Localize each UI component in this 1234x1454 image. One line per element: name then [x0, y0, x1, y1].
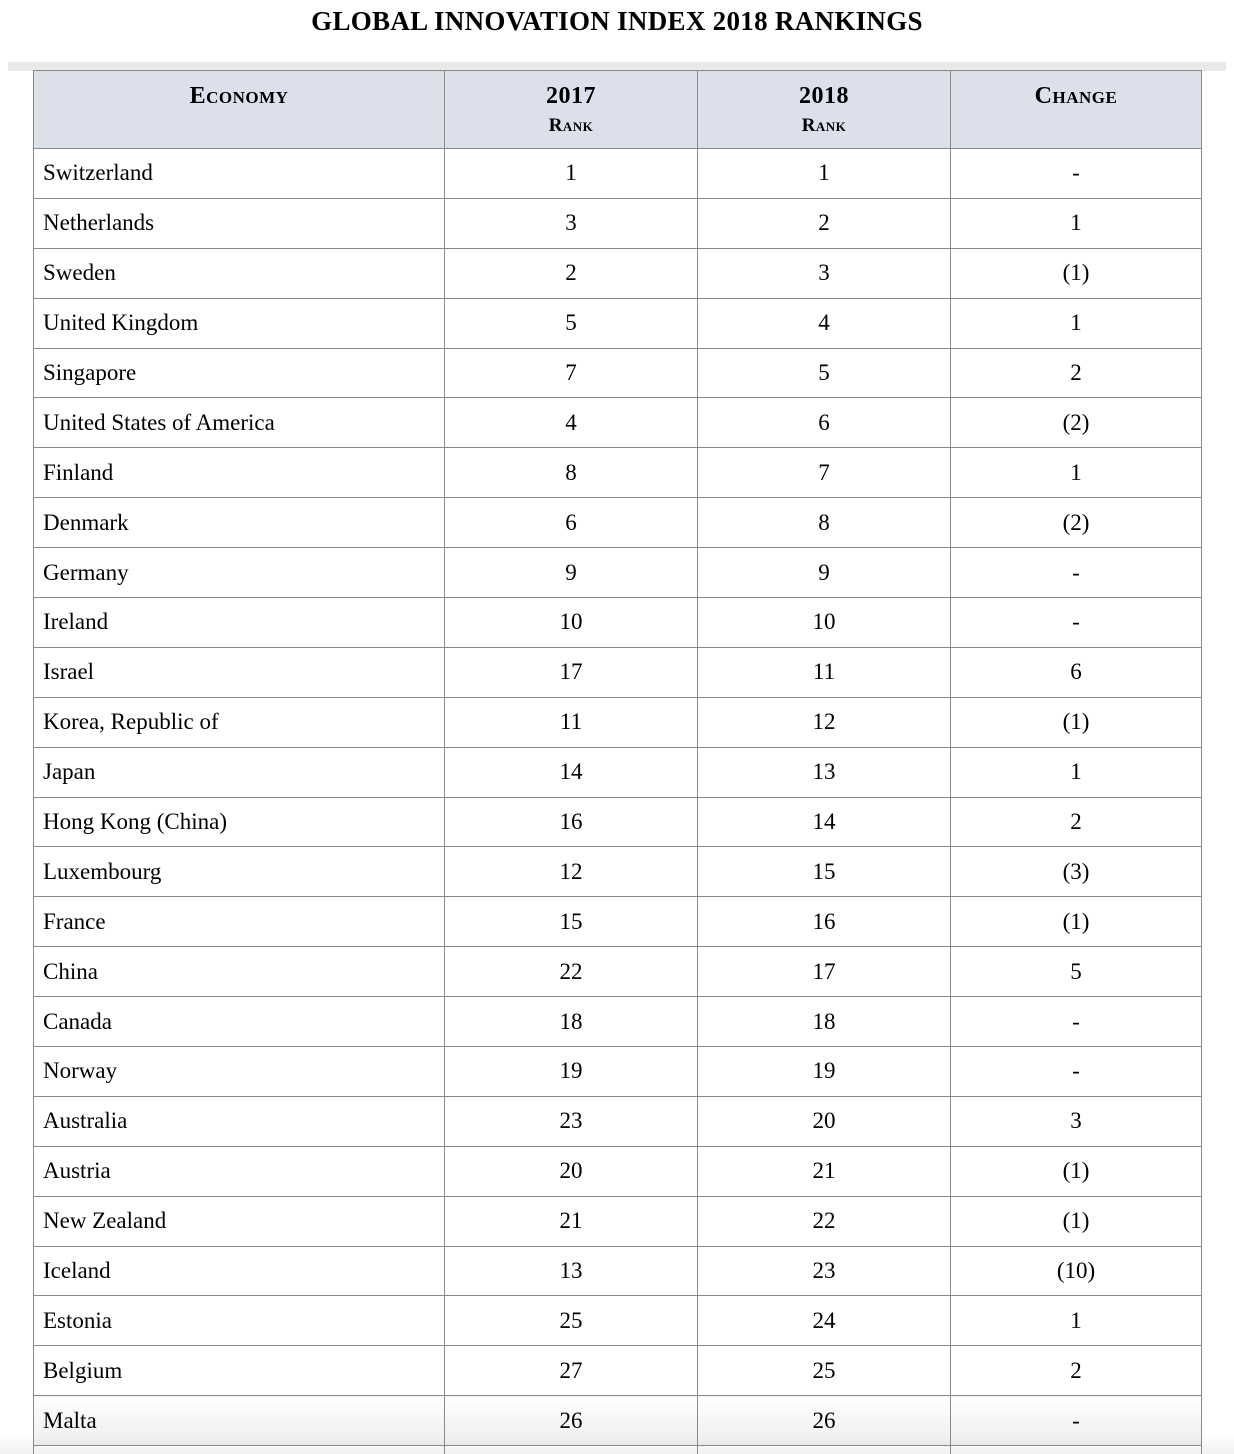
rank-2017-cell: 21 — [445, 1196, 698, 1246]
change-cell: 1 — [951, 747, 1202, 797]
rank-2018-cell: 20 — [698, 1096, 951, 1146]
table-row — [34, 198, 1202, 248]
change-cell: 2 — [951, 797, 1202, 847]
rank-2017-cell: 8 — [445, 448, 698, 498]
table-row — [34, 847, 1202, 897]
rank-2018-cell: 15 — [698, 847, 951, 897]
change-cell: 1 — [951, 298, 1202, 348]
rank-2017-cell — [445, 1446, 698, 1454]
rank-2018-cell: 21 — [698, 1146, 951, 1196]
change-cell: (1) — [951, 897, 1202, 947]
economy-cell: Korea, Republic of — [34, 697, 445, 747]
rankings-table-container — [33, 70, 1201, 1454]
economy-cell: Hong Kong (China) — [34, 797, 445, 847]
change-cell: 3 — [951, 1096, 1202, 1146]
table-row — [34, 1047, 1202, 1097]
table-row — [34, 398, 1202, 448]
rank-2018-cell: 1 — [698, 149, 951, 199]
rank-2017-cell: 18 — [445, 997, 698, 1047]
rank-2018-cell: 10 — [698, 598, 951, 648]
economy-cell: Iceland — [34, 1246, 445, 1296]
header-2017-label: 2017 — [546, 83, 596, 109]
economy-cell: United Kingdom — [34, 298, 445, 348]
rank-2018-cell: 9 — [698, 548, 951, 598]
change-cell: 5 — [951, 947, 1202, 997]
header-economy-label: Economy — [189, 83, 289, 109]
change-cell: 2 — [951, 1346, 1202, 1396]
table-row — [34, 697, 1202, 747]
rank-2018-cell: 8 — [698, 498, 951, 548]
rank-2018-cell: 18 — [698, 997, 951, 1047]
change-cell: (2) — [951, 498, 1202, 548]
table-row — [34, 947, 1202, 997]
economy-cell: Switzerland — [34, 149, 445, 199]
table-row — [34, 1246, 1202, 1296]
rank-2018-cell: 19 — [698, 1047, 951, 1097]
rank-2018-cell — [698, 1446, 951, 1454]
rank-2017-cell: 15 — [445, 897, 698, 947]
header-2018-label: 2018 — [799, 83, 849, 109]
economy-cell: France — [34, 897, 445, 947]
change-cell: 1 — [951, 448, 1202, 498]
rank-2017-cell: 1 — [445, 149, 698, 199]
header-row — [34, 71, 1202, 149]
table-row — [34, 598, 1202, 648]
economy-cell: Germany — [34, 548, 445, 598]
economy-cell: Canada — [34, 997, 445, 1047]
economy-cell: China — [34, 947, 445, 997]
table-row — [34, 348, 1202, 398]
change-cell: (1) — [951, 697, 1202, 747]
change-cell: - — [951, 1396, 1202, 1446]
header-cell-2017-rank — [445, 71, 698, 149]
economy-cell: Estonia — [34, 1296, 445, 1346]
rank-2018-cell: 25 — [698, 1346, 951, 1396]
header-cell-2018-rank — [698, 71, 951, 149]
change-cell: - — [951, 997, 1202, 1047]
rank-2018-cell: 4 — [698, 298, 951, 348]
economy-cell: Austria — [34, 1146, 445, 1196]
table-row — [34, 1196, 1202, 1246]
rank-2017-cell: 22 — [445, 947, 698, 997]
rank-2017-cell: 13 — [445, 1246, 698, 1296]
rank-2017-cell: 10 — [445, 598, 698, 648]
table-header — [34, 71, 1202, 149]
rank-2017-cell: 2 — [445, 248, 698, 298]
economy-cell: Singapore — [34, 348, 445, 398]
rank-2017-cell: 6 — [445, 498, 698, 548]
rank-2017-cell: 26 — [445, 1396, 698, 1446]
header-cell-economy — [34, 71, 445, 149]
rank-2018-cell: 7 — [698, 448, 951, 498]
economy-cell: Australia — [34, 1096, 445, 1146]
table-row — [34, 797, 1202, 847]
change-cell: 6 — [951, 647, 1202, 697]
table-row — [34, 498, 1202, 548]
rank-2018-cell: 6 — [698, 398, 951, 448]
change-cell: (3) — [951, 847, 1202, 897]
economy-cell: Netherlands — [34, 198, 445, 248]
rankings-table — [33, 70, 1202, 1454]
rank-2017-cell: 14 — [445, 747, 698, 797]
economy-cell: United States of America — [34, 398, 445, 448]
table-row-partial — [34, 1446, 1202, 1454]
economy-cell: New Zealand — [34, 1196, 445, 1246]
rank-2017-cell: 25 — [445, 1296, 698, 1346]
rank-2017-cell: 7 — [445, 348, 698, 398]
rank-2018-cell: 24 — [698, 1296, 951, 1346]
change-cell: - — [951, 548, 1202, 598]
table-row — [34, 1396, 1202, 1446]
rank-2017-cell: 4 — [445, 398, 698, 448]
economy-cell: Israel — [34, 647, 445, 697]
table-row — [34, 298, 1202, 348]
change-cell: 1 — [951, 1296, 1202, 1346]
economy-cell: Japan — [34, 747, 445, 797]
rank-2017-cell: 3 — [445, 198, 698, 248]
rank-2018-cell: 16 — [698, 897, 951, 947]
rank-2017-cell: 27 — [445, 1346, 698, 1396]
economy-cell: Finland — [34, 448, 445, 498]
economy-cell: Ireland — [34, 598, 445, 648]
table-row — [34, 448, 1202, 498]
table-row — [34, 1146, 1202, 1196]
rank-2017-cell: 23 — [445, 1096, 698, 1146]
table-row — [34, 248, 1202, 298]
rank-2018-cell: 13 — [698, 747, 951, 797]
table-row — [34, 548, 1202, 598]
header-2018-rank-label: Rank — [801, 115, 847, 136]
rank-2018-cell: 11 — [698, 647, 951, 697]
table-row — [34, 647, 1202, 697]
rank-2017-cell: 9 — [445, 548, 698, 598]
rank-2018-cell: 12 — [698, 697, 951, 747]
change-cell: - — [951, 598, 1202, 648]
rank-2018-cell: 26 — [698, 1396, 951, 1446]
economy-cell: Belgium — [34, 1346, 445, 1396]
economy-cell: Luxembourg — [34, 847, 445, 897]
rank-2017-cell: 12 — [445, 847, 698, 897]
table-row — [34, 747, 1202, 797]
rank-2017-cell: 19 — [445, 1047, 698, 1097]
economy-cell: Malta — [34, 1396, 445, 1446]
change-cell: 1 — [951, 198, 1202, 248]
rank-2017-cell: 16 — [445, 797, 698, 847]
table-row — [34, 149, 1202, 199]
rank-2018-cell: 14 — [698, 797, 951, 847]
change-cell: (1) — [951, 1196, 1202, 1246]
table-row — [34, 1096, 1202, 1146]
economy-cell: Sweden — [34, 248, 445, 298]
header-cell-change — [951, 71, 1202, 149]
rank-2018-cell: 22 — [698, 1196, 951, 1246]
page-title: GLOBAL INNOVATION INDEX 2018 RANKINGS — [311, 6, 923, 36]
rank-2018-cell: 5 — [698, 348, 951, 398]
change-cell: 2 — [951, 348, 1202, 398]
rank-2018-cell: 3 — [698, 248, 951, 298]
table-body — [34, 149, 1202, 1454]
economy-cell — [34, 1446, 445, 1454]
change-cell: (1) — [951, 1146, 1202, 1196]
rank-2018-cell: 17 — [698, 947, 951, 997]
change-cell — [951, 1446, 1202, 1454]
table-row — [34, 897, 1202, 947]
change-cell: - — [951, 149, 1202, 199]
economy-cell: Norway — [34, 1047, 445, 1097]
rank-2018-cell: 23 — [698, 1246, 951, 1296]
change-cell: - — [951, 1047, 1202, 1097]
economy-cell: Denmark — [34, 498, 445, 548]
table-row — [34, 1346, 1202, 1396]
rank-2017-cell: 5 — [445, 298, 698, 348]
change-cell: (1) — [951, 248, 1202, 298]
rank-2018-cell: 2 — [698, 198, 951, 248]
change-cell: (10) — [951, 1246, 1202, 1296]
table-row — [34, 997, 1202, 1047]
rank-2017-cell: 20 — [445, 1146, 698, 1196]
rank-2017-cell: 11 — [445, 697, 698, 747]
rank-2017-cell: 17 — [445, 647, 698, 697]
header-change-label: Change — [1034, 83, 1118, 109]
header-2017-rank-label: Rank — [548, 115, 594, 136]
table-row — [34, 1296, 1202, 1346]
change-cell: (2) — [951, 398, 1202, 448]
